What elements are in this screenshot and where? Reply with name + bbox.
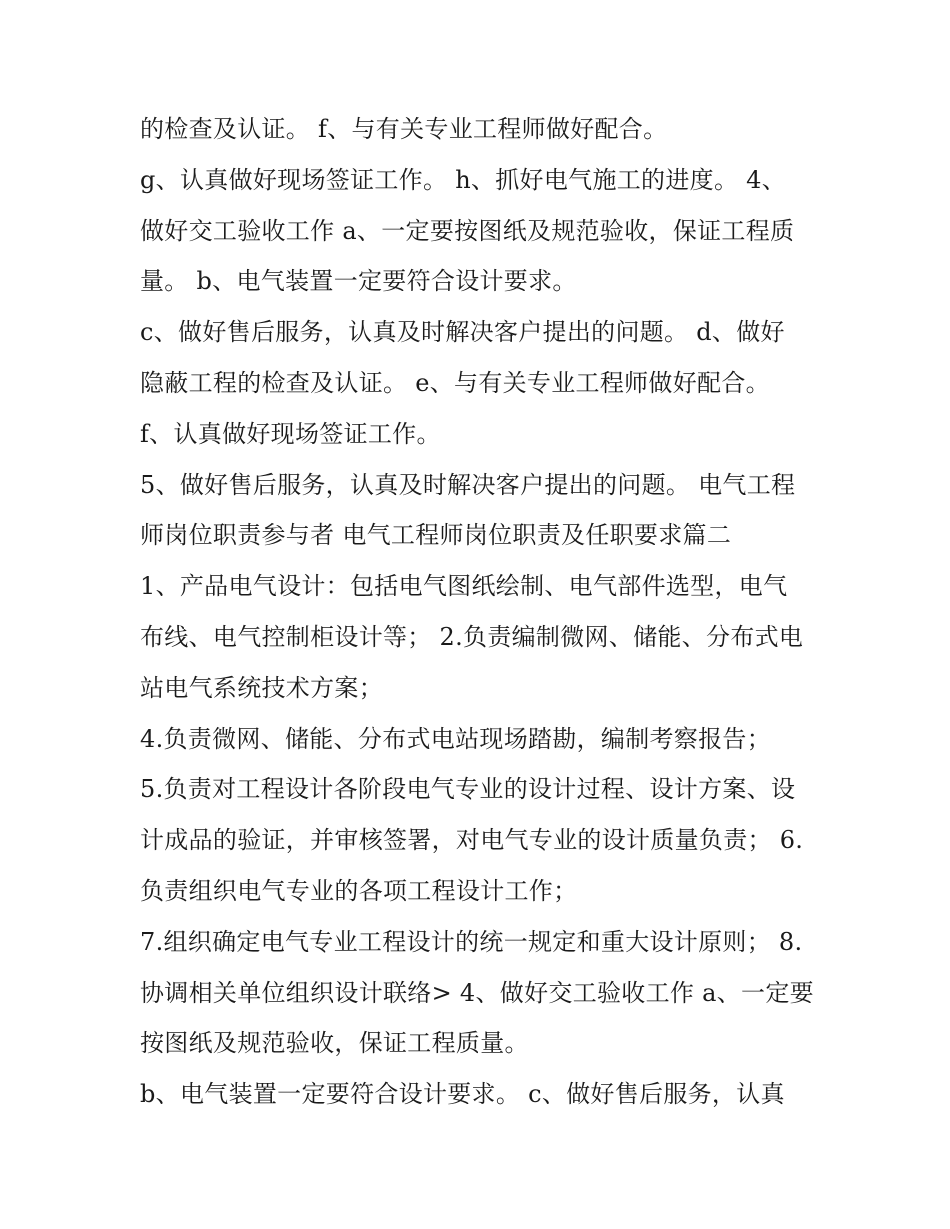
body-text [140,104,830,1120]
text-line: 1、产品电气设计：包括电气图纸绘制、电气部件选型，电气 [140,572,788,601]
text-line: 计成品的验证，并审核签署，对电气专业的设计质量负责； 6. [140,826,804,855]
text-line: 5.负责对工程设计各阶段电气专业的设计过程、设计方案、设 [140,775,796,804]
text-line: 4.负责微网、储能、分布式电站现场踏勘，编制考察报告； [140,724,771,753]
text-line: 的检查及认证。 f、与有关专业工程师做好配合。 [140,115,668,143]
text-line: 做好交工验收工作 a、一定要按图纸及规范验收，保证工程质 [140,216,795,245]
text-line: 5、做好售后服务，认真及时解决客户提出的问题。 电气工程 [140,470,796,499]
text-line: 布线、电气控制柜设计等； 2.负责编制微网、储能、分布式电 [140,622,804,651]
text-line: 隐蔽工程的检查及认证。 e、与有关专业工程师做好配合。 [140,368,770,397]
text-line: f、认真做好现场签证工作。 [140,419,441,448]
text-line: g、认真做好现场签证工作。 h、抓好电气施工的进度。 4、 [140,165,787,194]
text-line: b、电气装置一定要符合设计要求。 c、做好售后服务，认真 [140,1080,785,1109]
text-line: 负责组织电气专业的各项工程设计工作； [140,876,578,905]
text-line: 按图纸及规范验收，保证工程质量。 [140,1029,529,1058]
text-line: 师岗位职责参与者 电气工程师岗位职责及任职要求篇二 [140,521,732,550]
text-line: c、做好售后服务，认真及时解决客户提出的问题。 d、做好 [140,318,785,347]
text-line: 7.组织确定电气专业工程设计的统一规定和重大设计原则； 8. [140,927,803,956]
text-line: 站电气系统技术方案； [140,673,383,702]
text-line: 协调相关单位组织设计联络> 4、做好交工验收工作 a、一定要 [140,978,814,1007]
text-line: 量。 b、电气装置一定要符合设计要求。 [140,267,577,296]
